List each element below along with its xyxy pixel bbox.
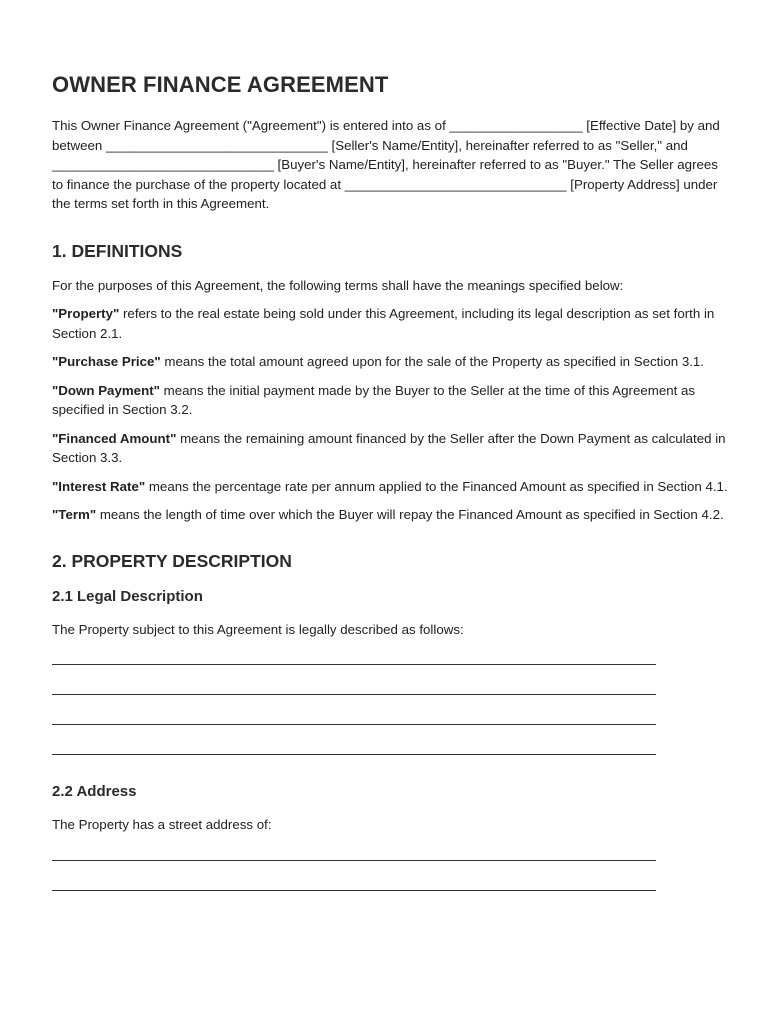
definition-term: "Financed Amount" <box>52 430 177 446</box>
definition-term: "Term" <box>52 507 97 522</box>
definition-item <box>52 304 732 343</box>
blank-line <box>52 647 656 677</box>
definition-item <box>52 505 732 525</box>
definition-term: "Purchase Price" <box>52 354 161 369</box>
document-title: OWNER FINANCE AGREEMENT <box>52 72 389 97</box>
definition-text: means the percentage rate per annum applied to the Financed Amount as specified in Section 4.1. <box>145 478 728 494</box>
legal-description-heading: 2.1 Legal Description <box>52 587 203 605</box>
blank-line <box>52 737 656 767</box>
legal-description-text: The Property subject to this Agreement is legally described as follows: <box>52 621 464 637</box>
definition-item <box>52 477 732 497</box>
definitions-lead: For the purposes of this Agreement, the following terms shall have the meanings specified below: <box>52 277 624 293</box>
property-description-heading: 2. PROPERTY DESCRIPTION <box>52 550 292 571</box>
definition-text: refers to the real estate being sold under this Agreement, including its legal description as set forth in Section 2.1. <box>52 306 715 341</box>
address-text: The Property has a street address of: <box>52 817 272 832</box>
blank-line <box>52 677 656 707</box>
section-spacer <box>52 534 732 548</box>
blank-line <box>52 707 656 737</box>
definition-text: means the total amount agreed upon for the sale of the Property as specified in Section 3.1. <box>160 354 704 369</box>
document-page <box>52 70 732 903</box>
definition-term: "Down Payment" <box>52 382 160 398</box>
definition-text: means the remaining amount financed by the Seller after the Down Payment as calculated in Section 3.3. <box>52 430 726 465</box>
blank-line <box>52 843 656 873</box>
definition-term: "Property" <box>52 306 120 321</box>
definitions-heading: 1. DEFINITIONS <box>52 240 183 261</box>
address-heading: 2.2 Address <box>52 783 137 800</box>
definition-item <box>52 352 732 372</box>
intro-paragraph: This Owner Finance Agreement ("Agreement") is entered into as of __________________ [Effective Date] by and between ______________________________ [Seller's Name/Entity], hereinafter referred to as "Seller," and ______________________________ [Buyer's Name/Entity], hereinafter referred to as "Buyer." The Seller agrees to finance the purchase of the property located at ______________________________ [Property Address] under the terms set forth in this Agreement. <box>52 118 720 211</box>
definition-text: means the length of time over which the Buyer will repay the Financed Amount as specified in Section 4.2. <box>96 507 724 522</box>
definition-term: "Interest Rate" <box>52 478 146 494</box>
blank-line <box>52 873 656 903</box>
definition-text: means the initial payment made by the Buyer to the Seller at the time of this Agreement as specified in Section 3.2. <box>52 382 696 417</box>
definition-item <box>52 381 732 420</box>
definition-item <box>52 429 732 468</box>
